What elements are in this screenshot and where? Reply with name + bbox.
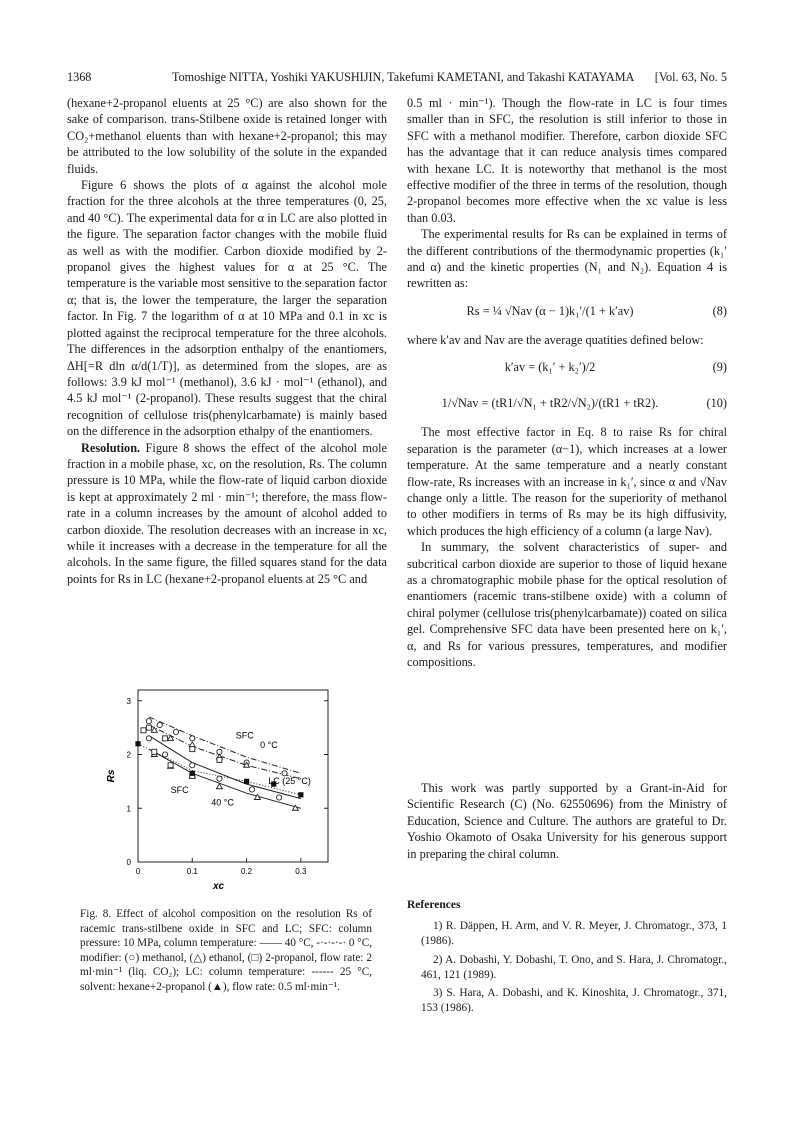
data-point-circle xyxy=(217,776,222,781)
running-head-authors: Tomoshige NITTA, Yoshiki YAKUSHIJIN, Takefumi KAMETANI, and Takashi KATAYAMA xyxy=(172,70,635,84)
reference-item: 2) A. Dobashi, Y. Dobashi, T. Ono, and S. Hara, J. Chromatogr., 461, 121 (1989). xyxy=(421,953,727,981)
equation-body: k′av = (k₁′ + k₂′)/2 xyxy=(504,360,596,375)
reference-item: 1) R. Däppen, H. Arm, and V. R. Meyer, J. Chromatogr., 373, 1 (1986). xyxy=(421,920,727,948)
x-tick-label: 0 xyxy=(135,867,141,876)
data-point-square xyxy=(152,749,157,754)
y-tick-label: 2 xyxy=(126,750,131,760)
x-tick-label: 0.3 xyxy=(295,867,307,876)
acknowledgement: This work was partly supported by a Grant-in-Aid for Scientific Research (C) (No. 62550696) from the Ministry of Education, Science and Culture. The authors are grateful to Dr. Yoshio Okamoto of Osaka University for his generous support in preparing the chiral column. xyxy=(407,781,727,861)
figure-caption xyxy=(80,907,372,994)
reference-item: 3) S. Hara, A. Dobashi, and K. Kinoshita, J. Chromatogr., 371, 153 (1986). xyxy=(421,987,727,1015)
data-point-square xyxy=(141,728,146,733)
caption-line: LC; SFC: column pressure: 10 MPa, column temperature: —— 40 °C, -·-·-·-· 0 °C, modifier: (○) methanol, (△) ethanol, (□) 2-propanol, flow rate: 2 ml·min⁻¹ (liq. CO₂); LC: column temperature: ------ 25 °C, solvent: hexane+2-propanol (▲), flow rate: 0.5 ml·min⁻¹. xyxy=(80,922,372,993)
paragraph: (hexane+2-propanol eluents at 25 °C) are also shown for the sake of comparison. trans-Stilbene oxide is retained longer with CO₂+methanol eluents than with hexane+2-propanol; this may be attributed to the low solubility of the solute in the expanded fluids. xyxy=(67,96,387,176)
x-axis-label: xc xyxy=(213,881,225,892)
x-tick-label: 0.1 xyxy=(186,867,198,876)
caption-line: Fig. 8. Effect of alcohol composition on the resolution Rs of racemic trans-stilbene oxide in SFC and xyxy=(80,908,372,935)
references-heading: References xyxy=(407,899,461,911)
data-point-circle xyxy=(190,763,195,768)
paragraph: Figure 6 shows the plots of α against the alcohol mole fraction for the three alcohols at the three temperatures (0, 25, and 40 °C). The experimental data for α in LC are also plotted in the figure. The separation factor changes with the mobile fluid as well as with the modifier. Carbon dioxide modified by 2-propanol gives the highest values for α at 25 °C. The temperature is the variable most sensitive to the separation factor α; that is, the lower the temperature, the larger the separation factor. In Fig. 7 the logarithm of α at 10 MPa and 0.1 in xc is plotted against the reciprocal temperature for the three alcohols. The differences in the adsorption enthalpy of the enantiomers, ΔH[=R dln α/d(1/T)], as determined from the slopes, are as follows: 3.9 kJ mol⁻¹ (methanol), 3.6 kJ · mol⁻¹ (ethanol), and 4.5 kJ mol⁻¹ (2-propanol). These results suggest that the chiral recognition of cellulose tris(phenylcarbamate) is mainly based on the difference in the adsorption ethalpy of the enantiomers. xyxy=(67,178,387,439)
data-point-circle xyxy=(173,729,178,734)
data-point-square xyxy=(163,736,168,741)
equation-10 xyxy=(407,388,727,420)
data-point-square xyxy=(217,757,222,762)
data-point-square xyxy=(146,725,151,730)
equation-body: 1/√Nav = (tR1/√N₁ + tR2/√N₂)/(tR1 + tR2). xyxy=(441,396,659,411)
data-point-circle xyxy=(190,736,195,741)
paragraph-text: Figure 8 shows the effect of the alcohol mole fraction in a mobile phase, xc, on the resolution, Rs. The column pressure is 10 MPa, while the flow-rate of liquid carbon dioxide is kept at approximately 2 ml · min⁻¹; therefore, the mass flow-rate in a column increases by the amount of alcohol added to carbon dioxide. The resolution decreases with an increase in xc, while it increases with a decrease in the temperature for all the alcohols. In the same figure, the filled squares stand for the data points for Rs in LC (hexane+2-propanol eluents at 25 °C and xyxy=(67,440,387,586)
equation-9 xyxy=(407,352,727,384)
paragraph-resolution xyxy=(67,440,387,588)
data-point-circle xyxy=(249,787,254,792)
left-column xyxy=(67,95,387,587)
y-axis-label: Rs xyxy=(106,769,117,783)
y-tick-label: 1 xyxy=(126,804,131,814)
data-point-filled-square xyxy=(190,771,195,776)
y-tick-label: 3 xyxy=(126,696,131,706)
equation-number: (8) xyxy=(712,303,727,318)
journal-volume: [Vol. 63, No. 5 xyxy=(654,70,727,84)
data-point-circle xyxy=(163,752,168,757)
paragraph: The experimental results for Rs can be explained in terms of the different contributions of the thermodynamic properties (k₁′ and α) and the kinetic properties (N₁ and N₂). Equation 4 is rewritten as: xyxy=(407,227,727,291)
paragraph: In summary, the solvent characteristics of super- and subcritical carbon dioxide are superior to those of liquid hexane as a chromatographic mobile phase for the optical resolution of enantiomers (racemic trans-stilbene oxide) with a column of chiral polymer (cellulose tris(phenylcarbamate)) coated on silica gel. Comprehensive SFC data have been presented here on k₁′, α, and Rs for various pressures, temperatures, and modifier compositions. xyxy=(407,540,727,669)
data-point-circle xyxy=(277,795,282,800)
equation-number: (9) xyxy=(712,360,727,375)
chart-annotation: 40 °C xyxy=(211,797,234,808)
equation-8 xyxy=(407,296,727,328)
y-tick-label: 0 xyxy=(126,858,131,867)
data-point-filled-square xyxy=(298,792,303,797)
section-heading-resolution: Resolution. xyxy=(81,440,141,455)
references xyxy=(407,898,727,1019)
data-point-square xyxy=(190,747,195,752)
right-column xyxy=(407,95,727,670)
paragraph: where k′av and Nav are the average quatities defined below: xyxy=(407,332,704,347)
data-point-filled-square xyxy=(135,741,140,746)
data-point-filled-square xyxy=(244,779,249,784)
chart-annotation: 0 °C xyxy=(260,740,278,751)
data-point-circle xyxy=(146,719,151,724)
chart-annotation: LC (25 °C) xyxy=(268,776,311,787)
curve-0c-ethanol xyxy=(149,725,301,779)
data-point-circle xyxy=(157,722,162,727)
data-point-triangle xyxy=(189,742,195,747)
chart-annotation: SFC xyxy=(170,785,189,796)
paragraph: The most effective factor in Eq. 8 to raise Rs for chiral separation is the parameter (α−1), which increases at a lower temperature. At the same temperature and a nearly constant flow-rate, Rs increases with an increase in k₁′, since α and √Nav change only a little. The reason for the superiority of methanol to other modifiers in terms of Rs may be its high diffusivity, which produces the high efficiency of a column (a large Nav). xyxy=(407,425,727,538)
equation-number: (10) xyxy=(706,396,727,411)
data-point-circle xyxy=(146,736,151,741)
data-point-square xyxy=(168,763,173,768)
page-number: 1368 xyxy=(67,70,92,84)
chart-annotation: SFC xyxy=(235,730,254,741)
figure-8-chart xyxy=(100,682,340,897)
equation-body: Rs = ¼ √Nav (α − 1)k₁′/(1 + k′av) xyxy=(466,303,634,318)
paragraph: 0.5 ml · min⁻¹). Though the flow-rate in LC is four times smaller than in SFC, the resolution is still inferior to those in SFC with a methanol modifier. Therefore, carbon dioxide SFC has the advantage that it can reduce analysis times compared with hexane LC. It is noteworthy that methanol is the most effective modifier of the three in terms of the resolution, though 2-propanol becomes more effective when the xc value is less than 0.03. xyxy=(407,96,727,225)
x-tick-label: 0.2 xyxy=(241,867,253,876)
